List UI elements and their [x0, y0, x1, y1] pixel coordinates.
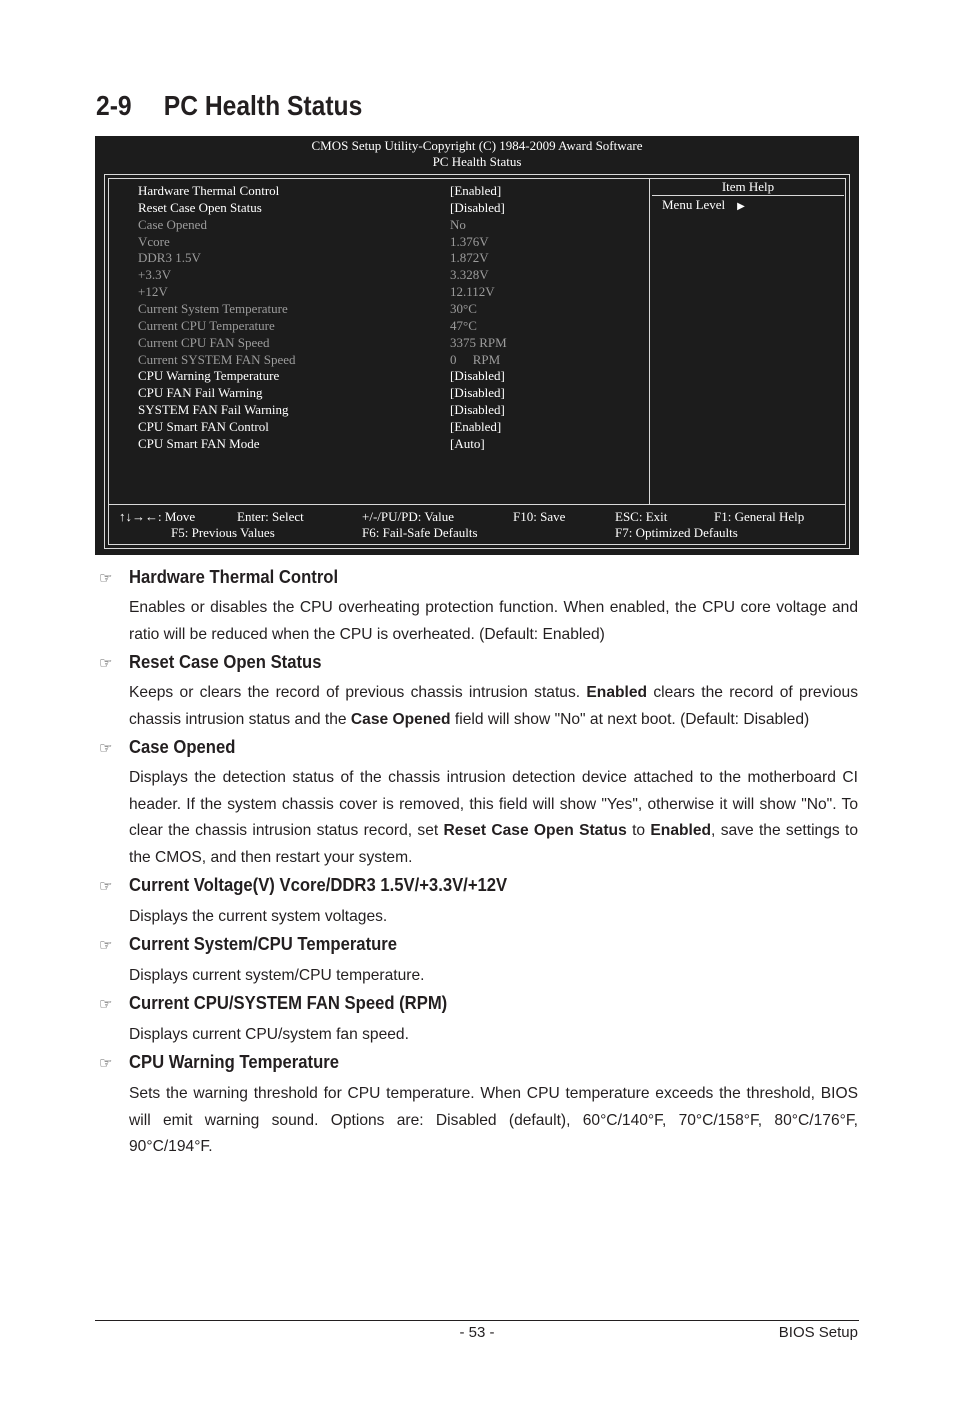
key-previous: F5: Previous Values	[171, 525, 275, 540]
bios-setting-label: Current CPU FAN Speed	[138, 334, 270, 350]
para-cpu-warning-temperature: Sets the warning threshold for CPU temperature. When CPU temperature exceeds the threshold, BIOS will emit warning sound. Options are: Disabled (default), 60°C/140°F, 70°C/158°F, 80°C/176°F, 90°C/194°F.	[129, 1085, 858, 1155]
bios-setting-label: SYSTEM FAN Fail Warning	[138, 402, 289, 418]
pointing-hand-icon: ☞	[99, 878, 113, 895]
key-exit: ESC: Exit	[615, 509, 668, 524]
bios-setting-value[interactable]: [Enabled]	[450, 418, 502, 434]
bios-setting-label: CPU Warning Temperature	[138, 368, 280, 384]
bios-setting-value: 12.112V	[450, 284, 495, 300]
bios-setting-value[interactable]: [Enabled]	[450, 183, 502, 198]
pointing-hand-icon: ☞	[99, 570, 113, 587]
section-title: PC Health Status	[163, 90, 363, 121]
bios-setting-value: 47°C	[450, 317, 477, 333]
para-current-fan-speed: Displays current CPU/system fan speed.	[129, 1026, 409, 1043]
triangle-right-icon: ▶	[737, 201, 745, 212]
bios-setting-value: 1.872V	[450, 250, 489, 266]
menu-level-label: Menu Level	[662, 197, 726, 212]
bios-setting-label: CPU FAN Fail Warning	[138, 385, 263, 401]
heading-cpu-warning-temperature: ☞ CPU Warning Temperature	[99, 1051, 340, 1072]
bios-screen	[95, 136, 859, 555]
key-help: F1: General Help	[714, 509, 805, 524]
bios-setting-value: 3.328V	[450, 267, 489, 283]
bios-header	[95, 138, 859, 170]
footer-rule	[95, 1320, 859, 1321]
bios-setting-value[interactable]: [Auto]	[450, 435, 485, 451]
bios-setting-label: Reset Case Open Status	[138, 199, 262, 215]
para-case-opened: Displays the detection status of the chassis intrusion detection device attached to the motherboard CI header. If the system chassis cover is removed, this field will show "Yes", otherwise it will show "No". To clear the chassis intrusion status record, set Reset Case Open Status to Enabled, save the settings to the CMOS, and then restart your system.	[129, 769, 858, 866]
key-value: +/-/PU/PD: Value	[362, 509, 454, 524]
help-divider	[649, 179, 650, 504]
bios-setting-value: 30°C	[450, 300, 477, 316]
heading-case-opened: ☞ Case Opened	[99, 736, 236, 757]
heading-hardware-thermal-control: ☞ Hardware Thermal Control	[99, 566, 339, 587]
bios-copyright: CMOS Setup Utility-Copyright (C) 1984-2009 Award Software	[311, 138, 643, 153]
para-reset-case-open-status: Keeps or clears the record of previous chassis intrusion status. Enabled clears the record of previous chassis intrusion status and the Case Opened field will show "No" at next boot. (Default: Disabled)	[129, 684, 858, 728]
bios-setting-label: Current System Temperature	[138, 300, 288, 316]
bios-frame	[104, 174, 850, 549]
heading-current-voltage: ☞ Current Voltage(V) Vcore/DDR3 1.5V/+3.3V/+12V	[99, 874, 508, 895]
bios-setting-value[interactable]: [Disabled]	[450, 385, 505, 401]
footer-section-name: BIOS Setup	[778, 1324, 858, 1341]
bios-setting-label: +3.3V	[138, 267, 171, 283]
bios-setting-label: CPU Smart FAN Control	[138, 418, 269, 434]
bios-setting-value: 3375 RPM	[450, 334, 507, 350]
pointing-hand-icon: ☞	[99, 996, 113, 1013]
bios-setting-value: 1.376V	[450, 233, 489, 249]
page-title	[96, 90, 362, 122]
pointing-hand-icon: ☞	[99, 1055, 113, 1072]
bios-setting-value: No	[450, 216, 466, 232]
bios-screen-title: PC Health Status	[432, 154, 522, 169]
para-current-voltage: Displays the current system voltages.	[129, 908, 388, 925]
bios-setting-value[interactable]: [Disabled]	[450, 368, 505, 384]
page-number: - 53 -	[459, 1324, 495, 1341]
pointing-hand-icon: ☞	[99, 655, 113, 672]
bios-frame-inner	[108, 178, 846, 545]
heading-current-temperature: ☞ Current System/CPU Temperature	[99, 933, 398, 954]
bios-setting-label: Current CPU Temperature	[138, 317, 275, 333]
item-help-title: Item Help	[652, 179, 844, 196]
bios-setting-label: +12V	[138, 284, 168, 300]
key-failsafe: F6: Fail-Safe Defaults	[362, 525, 478, 540]
heading-current-fan-speed: ☞ Current CPU/SYSTEM FAN Speed (RPM)	[99, 992, 448, 1013]
bios-setting-label: Vcore	[138, 233, 170, 249]
bios-setting-value[interactable]: [Disabled]	[450, 402, 505, 418]
bios-setting-label: DDR3 1.5V	[138, 250, 201, 266]
bios-setting-label: Hardware Thermal Control	[138, 183, 280, 198]
keys-divider	[109, 504, 845, 505]
pointing-hand-icon: ☞	[99, 740, 113, 757]
para-current-temperature: Displays current system/CPU temperature.	[129, 967, 425, 984]
key-enter: Enter: Select	[237, 509, 304, 524]
bios-setting-value[interactable]: [Disabled]	[450, 199, 505, 215]
key-move: ↑↓→←: Move	[119, 509, 196, 524]
pointing-hand-icon: ☞	[99, 937, 113, 954]
menu-level	[662, 196, 745, 215]
bios-setting-label: Current SYSTEM FAN Speed	[138, 351, 296, 367]
key-save: F10: Save	[513, 509, 566, 524]
bios-setting-value: 0 RPM	[450, 351, 501, 367]
key-optimized: F7: Optimized Defaults	[615, 525, 738, 540]
section-number: 2-9	[96, 90, 132, 121]
heading-reset-case-open-status: ☞ Reset Case Open Status	[99, 651, 322, 672]
bios-setting-label: CPU Smart FAN Mode	[138, 435, 260, 451]
bios-setting-label: Case Opened	[138, 216, 207, 232]
para-hardware-thermal-control: Enables or disables the CPU overheating protection function. When enabled, the CPU core voltage and ratio will be reduced when the CPU is overheated. (Default: Enabled)	[129, 599, 858, 643]
